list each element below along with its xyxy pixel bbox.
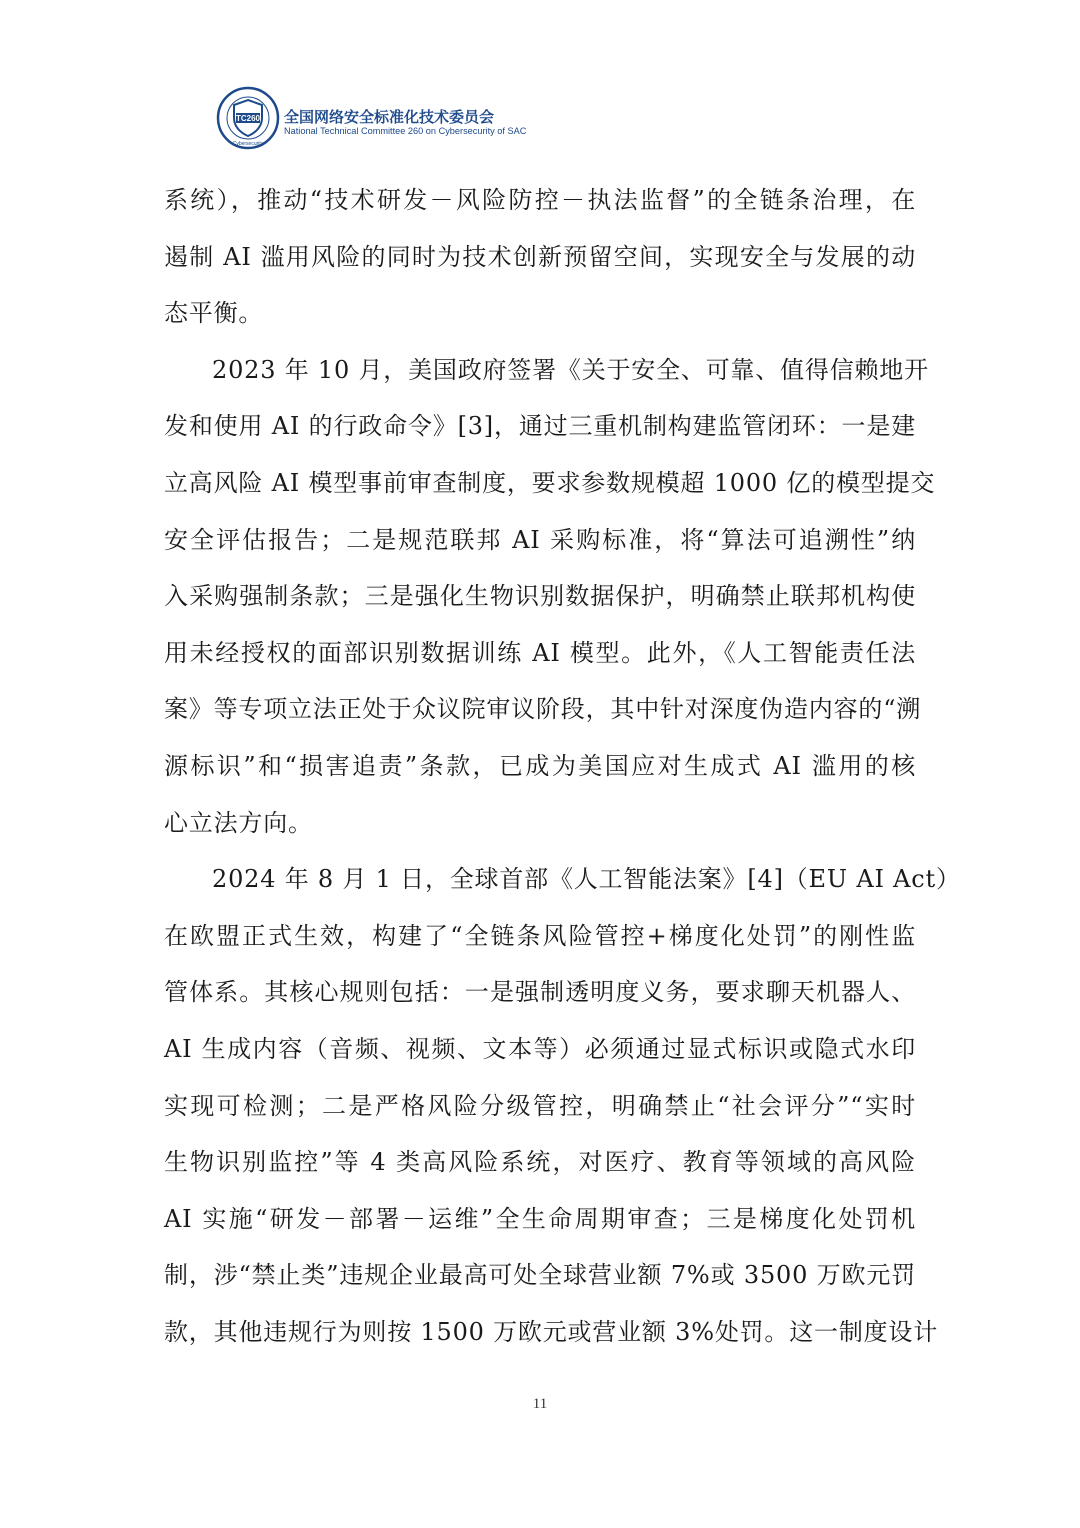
text-line: 发和使用 AI 的行政命令》[3]，通过三重机制构建监管闭环：一是建 <box>164 412 916 441</box>
org-name-cn: 全国网络安全标准化技术委员会 <box>284 108 495 126</box>
document-body <box>164 172 961 1360</box>
text-line: 入采购强制条款；三是强化生物识别数据保护，明确禁止联邦机构使 <box>164 582 916 611</box>
text-line: 态平衡。 <box>164 299 264 328</box>
document-header <box>216 86 536 158</box>
text-line: 安全评估报告；二是规范联邦 AI 采购标准，将“算法可追溯性”纳 <box>164 525 916 554</box>
paragraph-first-line: 2023 年 10 月，美国政府签署《关于安全、可靠、值得信赖地开 <box>212 355 929 384</box>
text-line: 用未经授权的面部识别数据训练 AI 模型。此外，《人工智能责任法 <box>164 638 916 667</box>
logo-ring-bottom-text: Cybersecurity <box>232 141 264 147</box>
text-line: 管体系。其核心规则包括：一是强制透明度义务，要求聊天机器人、 <box>164 978 916 1007</box>
text-line: 款，其他违规行为则按 1500 万欧元或营业额 3%处罚。这一制度设计 <box>164 1317 939 1346</box>
paragraph-first-line: 2024 年 8 月 1 日，全球首部《人工智能法案》[4]（EU AI Act） <box>212 865 961 894</box>
text-line: 在欧盟正式生效，构建了“全链条风险管控+梯度化处罚”的刚性监 <box>164 921 916 950</box>
org-name-en: National Technical Committee 260 on Cybersecurity of SAC <box>284 126 527 136</box>
text-line: 案》等专项立法正处于众议院审议阶段，其中针对深度伪造内容的“溯 <box>164 695 922 724</box>
tc260-logo-icon <box>216 86 280 150</box>
text-line: AI 实施“研发－部署－运维”全生命周期审查；三是梯度化处罚机 <box>164 1204 916 1233</box>
text-line: 心立法方向。 <box>164 808 313 837</box>
text-line: 源标识”和“损害追责”条款，已成为美国应对生成式 AI 滥用的核 <box>164 751 916 780</box>
logo-badge-text: TC260 <box>235 114 261 123</box>
text-line: AI 生成内容（音频、视频、文本等）必须通过显式标识或隐式水印 <box>164 1034 916 1063</box>
text-line: 系统），推动“技术研发－风险防控－执法监督”的全链条治理，在 <box>164 186 916 214</box>
text-line: 立高风险 AI 模型事前审查制度，要求参数规模超 1000 亿的模型提交 <box>164 468 936 497</box>
text-line: 制，涉“禁止类”违规企业最高可处全球营业额 7%或 3500 万欧元罚 <box>164 1261 916 1290</box>
text-line: 实现可检测；二是严格风险分级管控，明确禁止“社会评分”“实时 <box>164 1091 916 1120</box>
page-number: 11 <box>532 1396 548 1412</box>
text-line: 生物识别监控”等 4 类高风险系统，对医疗、教育等领域的高风险 <box>164 1148 916 1177</box>
text-line: 遏制 AI 滥用风险的同时为技术创新预留空间，实现安全与发展的动 <box>164 242 916 271</box>
